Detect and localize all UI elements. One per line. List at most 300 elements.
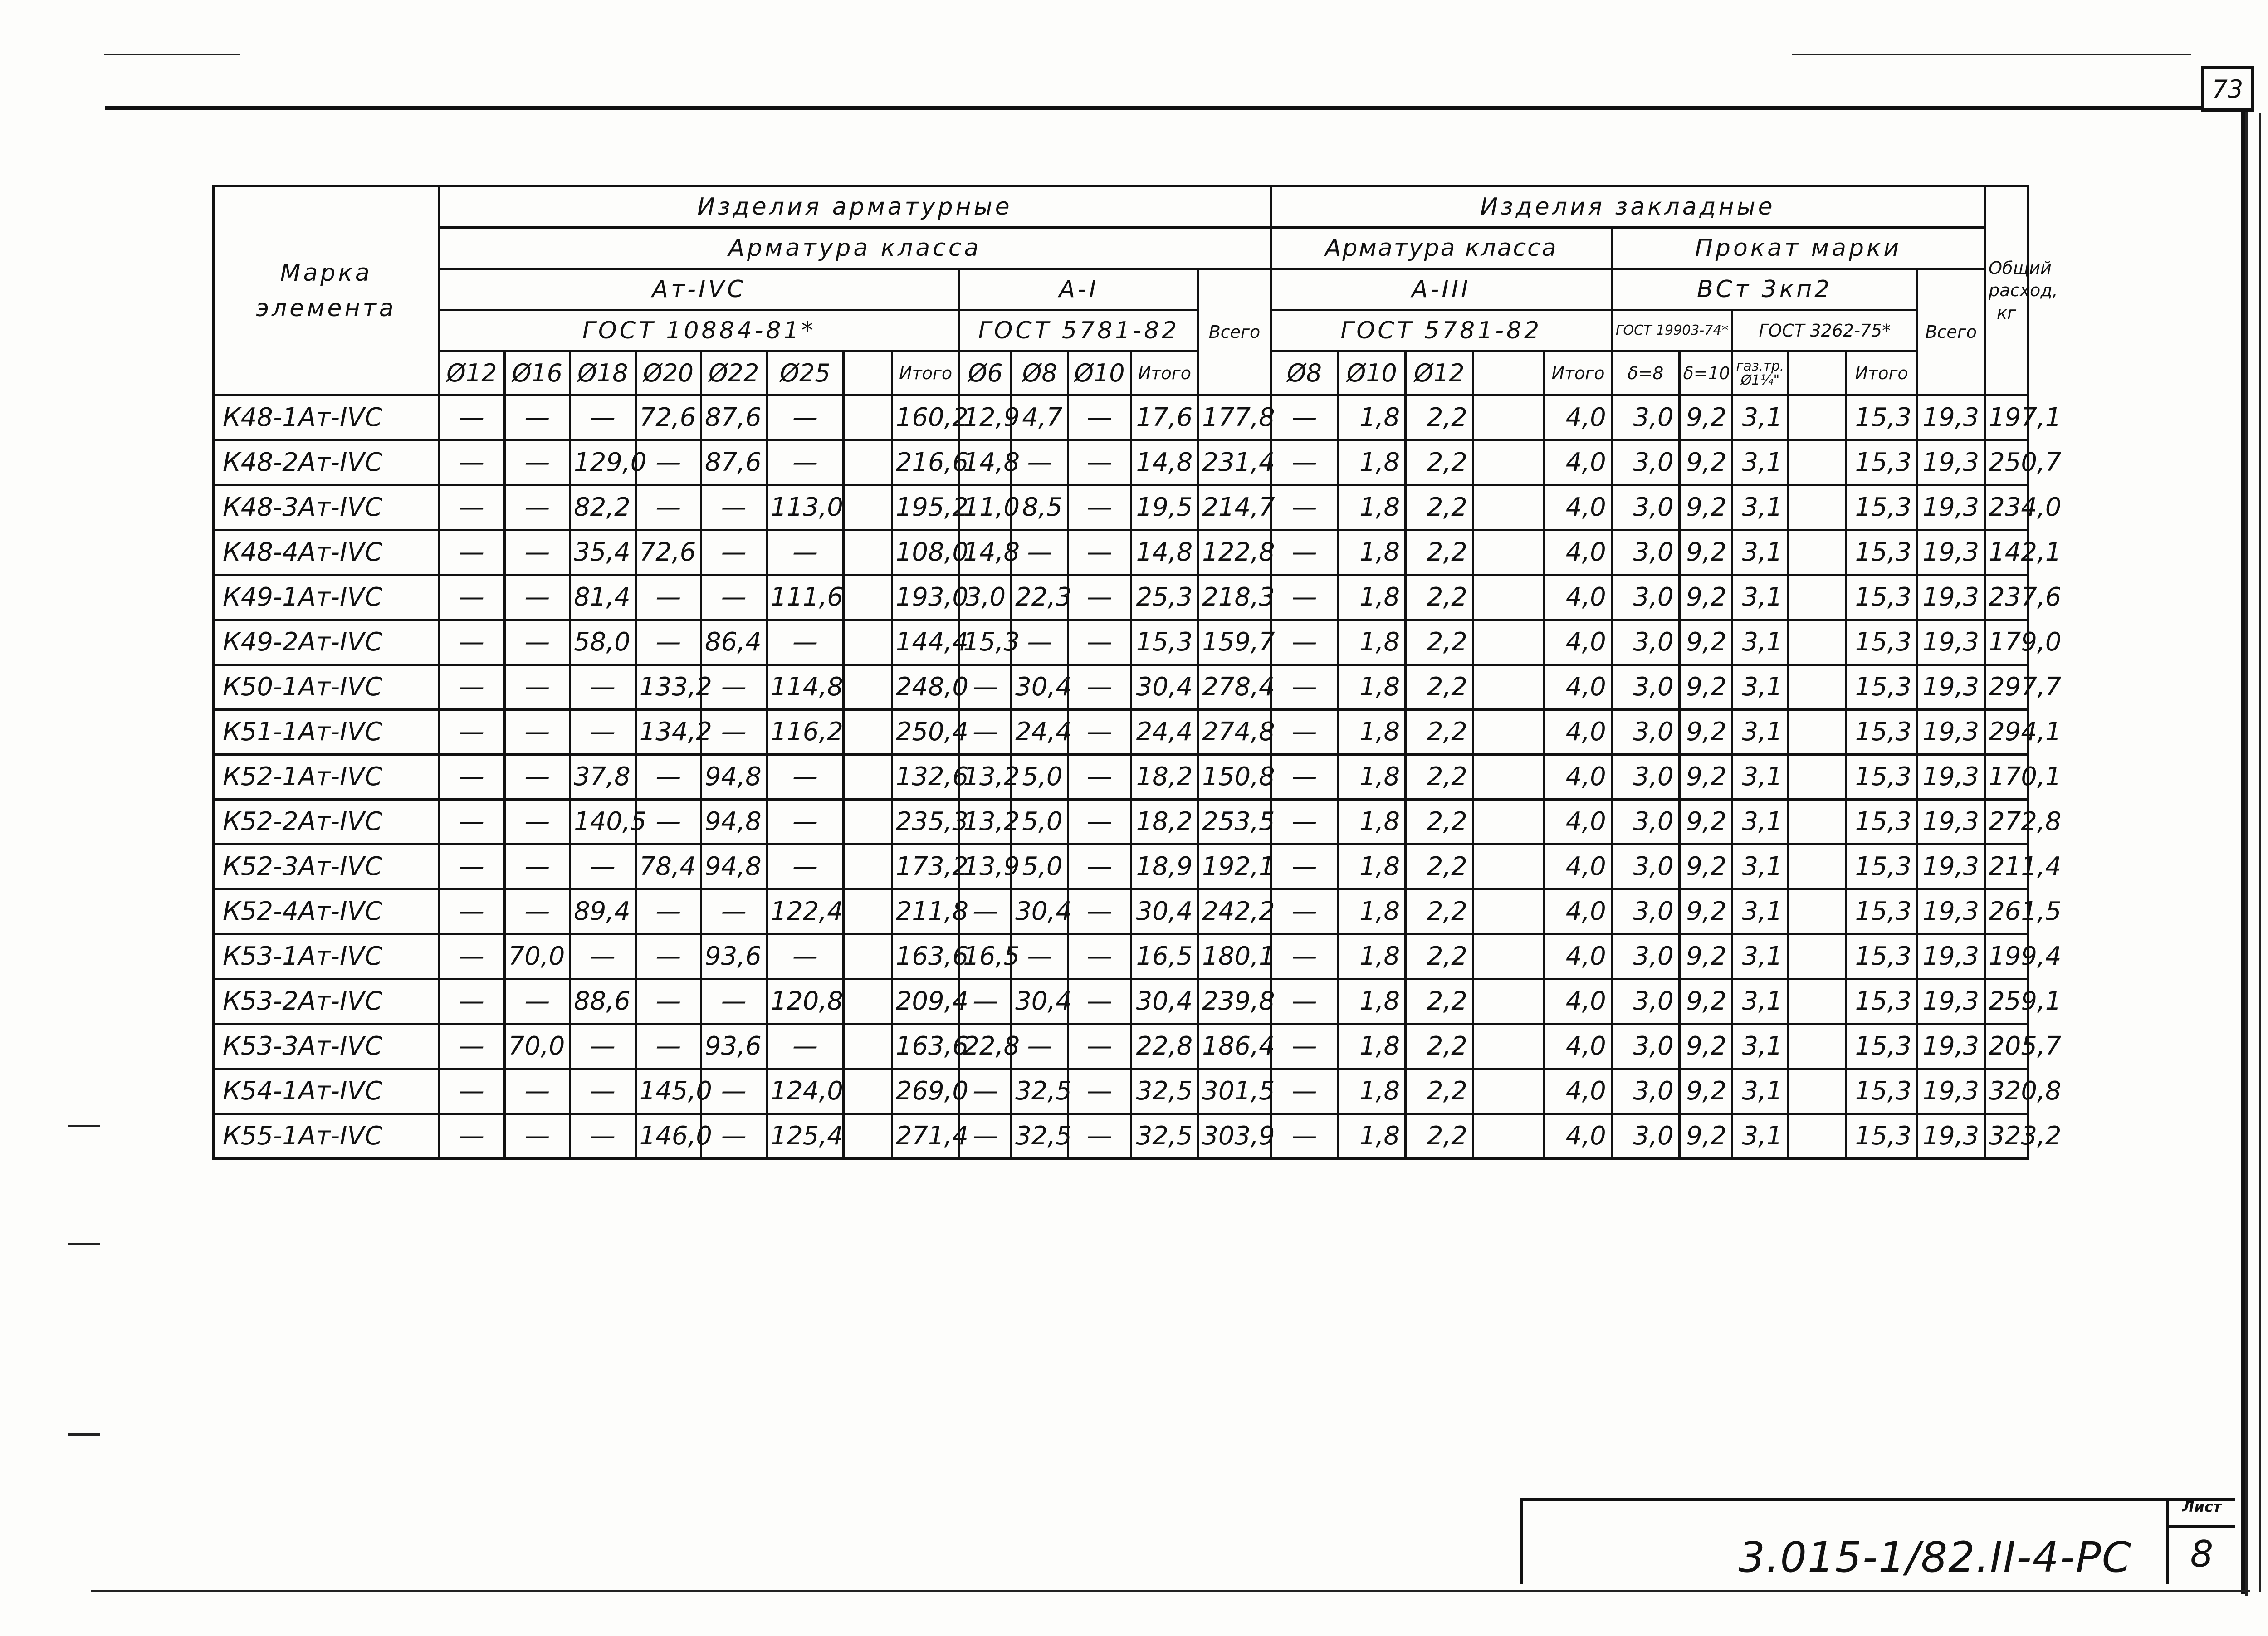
- value-cell: —: [570, 1069, 635, 1114]
- value-cell: 4,0: [1545, 1024, 1612, 1069]
- value-cell: —: [1068, 1024, 1131, 1069]
- value-cell: —: [1012, 934, 1068, 979]
- value-cell: 1,8: [1338, 934, 1406, 979]
- value-cell: 19,3: [1917, 1024, 1985, 1069]
- value-cell: 303,9: [1198, 1114, 1271, 1159]
- value-cell: 323,2: [1985, 1114, 2028, 1159]
- value-cell: 15,3: [1131, 620, 1198, 665]
- value-cell: —: [439, 530, 504, 575]
- value-cell: 15,3: [1846, 575, 1917, 620]
- value-cell: —: [439, 620, 504, 665]
- blank-cell: [844, 1069, 892, 1114]
- blank-cell: [844, 1024, 892, 1069]
- value-cell: 15,3: [1846, 620, 1917, 665]
- value-cell: —: [570, 710, 635, 755]
- element-mark: К51-1Ат-IVС: [214, 710, 439, 755]
- value-cell: 4,0: [1545, 979, 1612, 1024]
- value-cell: 142,1: [1985, 530, 2028, 575]
- value-cell: 3,0: [1612, 485, 1679, 530]
- value-cell: —: [504, 530, 570, 575]
- value-cell: 3,0: [1612, 800, 1679, 845]
- value-cell: 2,2: [1406, 845, 1473, 889]
- value-cell: —: [1271, 889, 1338, 934]
- value-cell: 108,0: [892, 530, 959, 575]
- value-cell: 17,6: [1131, 396, 1198, 440]
- value-cell: 3,0: [1612, 934, 1679, 979]
- blank-cell: [1473, 620, 1544, 665]
- blank-cell: [844, 530, 892, 575]
- value-cell: 3,1: [1732, 755, 1788, 800]
- value-cell: —: [439, 575, 504, 620]
- value-cell: 30,4: [1131, 889, 1198, 934]
- value-cell: 30,4: [1012, 889, 1068, 934]
- value-cell: 124,0: [767, 1069, 844, 1114]
- value-cell: —: [701, 665, 767, 710]
- value-cell: 70,0: [504, 934, 570, 979]
- value-cell: 116,2: [767, 710, 844, 755]
- table-row: [214, 889, 2121, 934]
- value-cell: 9,2: [1679, 889, 1732, 934]
- value-cell: —: [439, 1024, 504, 1069]
- value-cell: 1,8: [1338, 800, 1406, 845]
- value-cell: 120,8: [767, 979, 844, 1024]
- blank-cell: [1788, 800, 1846, 845]
- value-cell: —: [767, 620, 844, 665]
- value-cell: 18,2: [1131, 755, 1198, 800]
- value-cell: 4,0: [1545, 665, 1612, 710]
- table-row: [214, 979, 2121, 1024]
- value-cell: 4,0: [1545, 620, 1612, 665]
- value-cell: 30,4: [1012, 665, 1068, 710]
- value-cell: 93,6: [701, 1024, 767, 1069]
- value-cell: 32,5: [1131, 1114, 1198, 1159]
- value-cell: —: [504, 575, 570, 620]
- value-cell: 3,0: [1612, 979, 1679, 1024]
- blank-cell: [844, 575, 892, 620]
- value-cell: 2,2: [1406, 440, 1473, 485]
- value-cell: —: [1068, 485, 1131, 530]
- value-cell: 25,3: [1131, 575, 1198, 620]
- blank-cell: [1473, 1069, 1544, 1114]
- value-cell: 15,3: [1846, 934, 1917, 979]
- value-cell: 19,3: [1917, 800, 1985, 845]
- col-header-a3-blank: [1473, 352, 1544, 396]
- element-mark: К53-1Ат-IVС: [214, 934, 439, 979]
- value-cell: 2,2: [1406, 485, 1473, 530]
- value-cell: 2,2: [1406, 800, 1473, 845]
- value-cell: 3,1: [1732, 620, 1788, 665]
- value-cell: —: [1068, 620, 1131, 665]
- value-cell: 3,0: [1612, 396, 1679, 440]
- col-header-a1-subtotal: Итого: [1131, 352, 1198, 396]
- value-cell: 19,3: [1917, 575, 1985, 620]
- value-cell: 3,1: [1732, 934, 1788, 979]
- value-cell: 11,0: [959, 485, 1012, 530]
- value-cell: 30,4: [1131, 979, 1198, 1024]
- value-cell: 9,2: [1679, 800, 1732, 845]
- value-cell: 1,8: [1338, 485, 1406, 530]
- value-cell: 16,5: [959, 934, 1012, 979]
- value-cell: 163,6: [892, 934, 959, 979]
- element-mark: К48-3Ат-IVС: [214, 485, 439, 530]
- blank-cell: [1473, 530, 1544, 575]
- blank-cell: [1788, 530, 1846, 575]
- element-mark: К52-2Ат-IVС: [214, 800, 439, 845]
- table-row: [214, 755, 2121, 800]
- value-cell: 179,0: [1985, 620, 2028, 665]
- element-mark: К53-2Ат-IVС: [214, 979, 439, 1024]
- value-cell: —: [635, 620, 701, 665]
- blank-cell: [1788, 1069, 1846, 1114]
- value-cell: 253,5: [1198, 800, 1271, 845]
- value-cell: —: [1068, 530, 1131, 575]
- element-mark: К53-3Ат-IVС: [214, 1024, 439, 1069]
- value-cell: 9,2: [1679, 979, 1732, 1024]
- value-cell: 72,6: [635, 530, 701, 575]
- blank-cell: [1788, 845, 1846, 889]
- sheet-number: 8: [2190, 1533, 2214, 1575]
- value-cell: 3,0: [1612, 440, 1679, 485]
- value-cell: —: [1068, 440, 1131, 485]
- value-cell: 32,5: [1012, 1114, 1068, 1159]
- value-cell: —: [504, 665, 570, 710]
- element-mark: К52-3Ат-IVС: [214, 845, 439, 889]
- value-cell: 22,3: [1012, 575, 1068, 620]
- value-cell: 32,5: [1131, 1069, 1198, 1114]
- value-cell: 78,4: [635, 845, 701, 889]
- value-cell: 15,3: [1846, 800, 1917, 845]
- table-row: [214, 934, 2121, 979]
- value-cell: 5,0: [1012, 845, 1068, 889]
- table-row: [214, 800, 2121, 845]
- value-cell: 111,6: [767, 575, 844, 620]
- value-cell: 19,3: [1917, 934, 1985, 979]
- drawing-frame-edge: [2245, 108, 2248, 1596]
- element-mark: К52-4Ат-IVС: [214, 889, 439, 934]
- value-cell: 13,2: [959, 755, 1012, 800]
- value-cell: 3,1: [1732, 1069, 1788, 1114]
- value-cell: 235,3: [892, 800, 959, 845]
- col-header-at-subtotal: Итого: [892, 352, 959, 396]
- header-rolled-grade: Прокат марки: [1612, 228, 1984, 269]
- value-cell: 3,0: [1612, 1114, 1679, 1159]
- value-cell: —: [767, 755, 844, 800]
- value-cell: —: [1068, 396, 1131, 440]
- value-cell: —: [1068, 1069, 1131, 1114]
- header-rebar-class-embedded: Арматура класса: [1271, 228, 1612, 269]
- value-cell: 4,0: [1545, 485, 1612, 530]
- value-cell: 15,3: [1846, 530, 1917, 575]
- value-cell: 2,2: [1406, 934, 1473, 979]
- value-cell: 81,4: [570, 575, 635, 620]
- value-cell: 1,8: [1338, 1024, 1406, 1069]
- blank-cell: [844, 665, 892, 710]
- value-cell: —: [635, 755, 701, 800]
- value-cell: —: [1068, 845, 1131, 889]
- header-gost-plate: ГОСТ 19903-74*: [1612, 310, 1732, 352]
- blank-cell: [1788, 396, 1846, 440]
- value-cell: 94,8: [701, 755, 767, 800]
- value-cell: 231,4: [1198, 440, 1271, 485]
- element-mark: К54-1Ат-IVС: [214, 1069, 439, 1114]
- blank-cell: [844, 755, 892, 800]
- header-class-at-ivs: Ат-IVС: [439, 269, 959, 310]
- element-mark: К48-2Ат-IVС: [214, 440, 439, 485]
- blank-cell: [844, 800, 892, 845]
- col-header-pipe-blank: [1788, 352, 1846, 396]
- value-cell: —: [635, 1024, 701, 1069]
- value-cell: 3,0: [1612, 710, 1679, 755]
- value-cell: —: [701, 1069, 767, 1114]
- value-cell: —: [504, 800, 570, 845]
- table-row: [214, 530, 2121, 575]
- blank-cell: [844, 889, 892, 934]
- value-cell: 94,8: [701, 800, 767, 845]
- blank-cell: [1473, 485, 1544, 530]
- value-cell: 3,0: [1612, 1024, 1679, 1069]
- value-cell: 72,6: [635, 396, 701, 440]
- value-cell: 145,0: [635, 1069, 701, 1114]
- value-cell: —: [504, 979, 570, 1024]
- margin-tick: [104, 54, 240, 55]
- col-header-at-d18: Ø18: [570, 352, 635, 396]
- value-cell: —: [570, 845, 635, 889]
- value-cell: 12,9: [959, 396, 1012, 440]
- value-cell: 3,0: [1612, 845, 1679, 889]
- element-mark: К55-1Ат-IVС: [214, 1114, 439, 1159]
- value-cell: 15,3: [1846, 755, 1917, 800]
- col-header-a3-subtotal: Итого: [1545, 352, 1612, 396]
- table-row: [214, 1114, 2121, 1159]
- value-cell: 14,8: [959, 530, 1012, 575]
- value-cell: —: [767, 800, 844, 845]
- value-cell: 70,0: [504, 1024, 570, 1069]
- value-cell: —: [1271, 575, 1338, 620]
- value-cell: —: [1271, 1069, 1338, 1114]
- value-cell: 2,2: [1406, 889, 1473, 934]
- value-cell: 35,4: [570, 530, 635, 575]
- value-cell: 13,9: [959, 845, 1012, 889]
- value-cell: —: [439, 485, 504, 530]
- col-header-at-d22: Ø22: [701, 352, 767, 396]
- steel-consumption-table: [212, 185, 2122, 1160]
- value-cell: —: [1068, 800, 1131, 845]
- value-cell: 320,8: [1985, 1069, 2028, 1114]
- table-row: [214, 710, 2121, 755]
- value-cell: 16,5: [1131, 934, 1198, 979]
- value-cell: —: [504, 396, 570, 440]
- value-cell: 197,1: [1985, 396, 2028, 440]
- value-cell: 261,5: [1985, 889, 2028, 934]
- blank-cell: [1473, 396, 1544, 440]
- value-cell: 9,2: [1679, 396, 1732, 440]
- table-row: [214, 620, 2121, 665]
- blank-cell: [1788, 575, 1846, 620]
- value-cell: 14,8: [959, 440, 1012, 485]
- page-number: 73: [2201, 66, 2254, 112]
- value-cell: 2,2: [1406, 665, 1473, 710]
- value-cell: 2,2: [1406, 620, 1473, 665]
- value-cell: —: [1271, 665, 1338, 710]
- value-cell: 3,1: [1732, 396, 1788, 440]
- blank-cell: [844, 934, 892, 979]
- blank-cell: [1473, 755, 1544, 800]
- value-cell: 3,1: [1732, 665, 1788, 710]
- value-cell: —: [635, 979, 701, 1024]
- value-cell: 88,6: [570, 979, 635, 1024]
- col-header-a3-d8: Ø8: [1271, 352, 1338, 396]
- value-cell: —: [1068, 979, 1131, 1024]
- value-cell: 122,4: [767, 889, 844, 934]
- value-cell: —: [959, 710, 1012, 755]
- header-class-a1: А-I: [959, 269, 1198, 310]
- value-cell: —: [701, 575, 767, 620]
- value-cell: 9,2: [1679, 485, 1732, 530]
- value-cell: 19,3: [1917, 396, 1985, 440]
- value-cell: 37,8: [570, 755, 635, 800]
- value-cell: —: [504, 485, 570, 530]
- value-cell: 216,6: [892, 440, 959, 485]
- blank-cell: [1473, 575, 1544, 620]
- table-row: [214, 1069, 2121, 1114]
- value-cell: 4,0: [1545, 1069, 1612, 1114]
- value-cell: —: [959, 979, 1012, 1024]
- blank-cell: [1788, 934, 1846, 979]
- value-cell: 1,8: [1338, 396, 1406, 440]
- value-cell: 58,0: [570, 620, 635, 665]
- value-cell: —: [439, 934, 504, 979]
- header-class-a3: А-III: [1271, 269, 1612, 310]
- value-cell: 4,0: [1545, 845, 1612, 889]
- value-cell: 1,8: [1338, 665, 1406, 710]
- col-header-total-embedded: Всего: [1917, 269, 1985, 396]
- value-cell: 3,1: [1732, 575, 1788, 620]
- value-cell: 4,0: [1545, 396, 1612, 440]
- value-cell: —: [1068, 1114, 1131, 1159]
- value-cell: 132,6: [892, 755, 959, 800]
- value-cell: 1,8: [1338, 575, 1406, 620]
- value-cell: 259,1: [1985, 979, 2028, 1024]
- value-cell: 22,8: [1131, 1024, 1198, 1069]
- value-cell: 15,3: [1846, 1114, 1917, 1159]
- blank-cell: [1473, 665, 1544, 710]
- value-cell: 15,3: [1846, 979, 1917, 1024]
- value-cell: —: [1271, 1024, 1338, 1069]
- value-cell: 14,8: [1131, 530, 1198, 575]
- value-cell: 134,2: [635, 710, 701, 755]
- value-cell: 278,4: [1198, 665, 1271, 710]
- blank-cell: [1788, 665, 1846, 710]
- value-cell: 146,0: [635, 1114, 701, 1159]
- value-cell: 19,3: [1917, 440, 1985, 485]
- value-cell: —: [767, 396, 844, 440]
- value-cell: 2,2: [1406, 1069, 1473, 1114]
- col-header-a3-d12: Ø12: [1406, 352, 1473, 396]
- col-header-plate-10: δ=10: [1679, 352, 1732, 396]
- value-cell: —: [959, 1114, 1012, 1159]
- value-cell: 15,3: [1846, 396, 1917, 440]
- value-cell: —: [1271, 1114, 1338, 1159]
- value-cell: 4,0: [1545, 755, 1612, 800]
- value-cell: 1,8: [1338, 845, 1406, 889]
- table-row: [214, 1024, 2121, 1069]
- value-cell: 186,4: [1198, 1024, 1271, 1069]
- value-cell: —: [439, 845, 504, 889]
- value-cell: —: [1012, 1024, 1068, 1069]
- margin-tick: [1792, 54, 2191, 55]
- blank-cell: [1473, 440, 1544, 485]
- blank-cell: [1788, 710, 1846, 755]
- value-cell: 144,4: [892, 620, 959, 665]
- header-rebar-class: Арматура класса: [439, 228, 1271, 269]
- value-cell: 9,2: [1679, 934, 1732, 979]
- value-cell: 4,0: [1545, 575, 1612, 620]
- value-cell: 89,4: [570, 889, 635, 934]
- value-cell: 4,0: [1545, 530, 1612, 575]
- value-cell: 87,6: [701, 396, 767, 440]
- value-cell: 218,3: [1198, 575, 1271, 620]
- value-cell: —: [439, 889, 504, 934]
- value-cell: —: [1068, 934, 1131, 979]
- value-cell: —: [439, 440, 504, 485]
- value-cell: —: [767, 934, 844, 979]
- value-cell: 19,5: [1131, 485, 1198, 530]
- value-cell: 173,2: [892, 845, 959, 889]
- col-header-at-d16: Ø16: [504, 352, 570, 396]
- value-cell: 5,0: [1012, 755, 1068, 800]
- value-cell: 125,4: [767, 1114, 844, 1159]
- blank-cell: [1788, 889, 1846, 934]
- value-cell: 248,0: [892, 665, 959, 710]
- value-cell: —: [767, 1024, 844, 1069]
- value-cell: 5,0: [1012, 800, 1068, 845]
- table-row: [214, 665, 2121, 710]
- value-cell: —: [767, 845, 844, 889]
- value-cell: 9,2: [1679, 530, 1732, 575]
- col-header-a1-d8: Ø8: [1012, 352, 1068, 396]
- value-cell: 211,8: [892, 889, 959, 934]
- blank-cell: [1788, 1114, 1846, 1159]
- value-cell: —: [570, 665, 635, 710]
- value-cell: 9,2: [1679, 665, 1732, 710]
- col-header-at-d20: Ø20: [635, 352, 701, 396]
- blank-cell: [1473, 845, 1544, 889]
- element-mark: К49-1Ат-IVС: [214, 575, 439, 620]
- value-cell: —: [1271, 485, 1338, 530]
- blank-cell: [1473, 889, 1544, 934]
- value-cell: —: [635, 800, 701, 845]
- blank-cell: [844, 845, 892, 889]
- value-cell: 2,2: [1406, 575, 1473, 620]
- blank-cell: [1788, 620, 1846, 665]
- value-cell: 192,1: [1198, 845, 1271, 889]
- value-cell: —: [959, 665, 1012, 710]
- value-cell: 3,0: [1612, 530, 1679, 575]
- value-cell: 9,2: [1679, 440, 1732, 485]
- value-cell: —: [635, 575, 701, 620]
- value-cell: 18,2: [1131, 800, 1198, 845]
- value-cell: 3,0: [1612, 575, 1679, 620]
- value-cell: 19,3: [1917, 889, 1985, 934]
- value-cell: —: [1068, 665, 1131, 710]
- value-cell: 269,0: [892, 1069, 959, 1114]
- col-header-a1-d6: Ø6: [959, 352, 1012, 396]
- value-cell: 2,2: [1406, 1024, 1473, 1069]
- value-cell: 2,2: [1406, 396, 1473, 440]
- document-code: 3.015-1/82.II-4-PC: [1738, 1533, 2132, 1582]
- table-row: [214, 575, 2121, 620]
- value-cell: 14,8: [1131, 440, 1198, 485]
